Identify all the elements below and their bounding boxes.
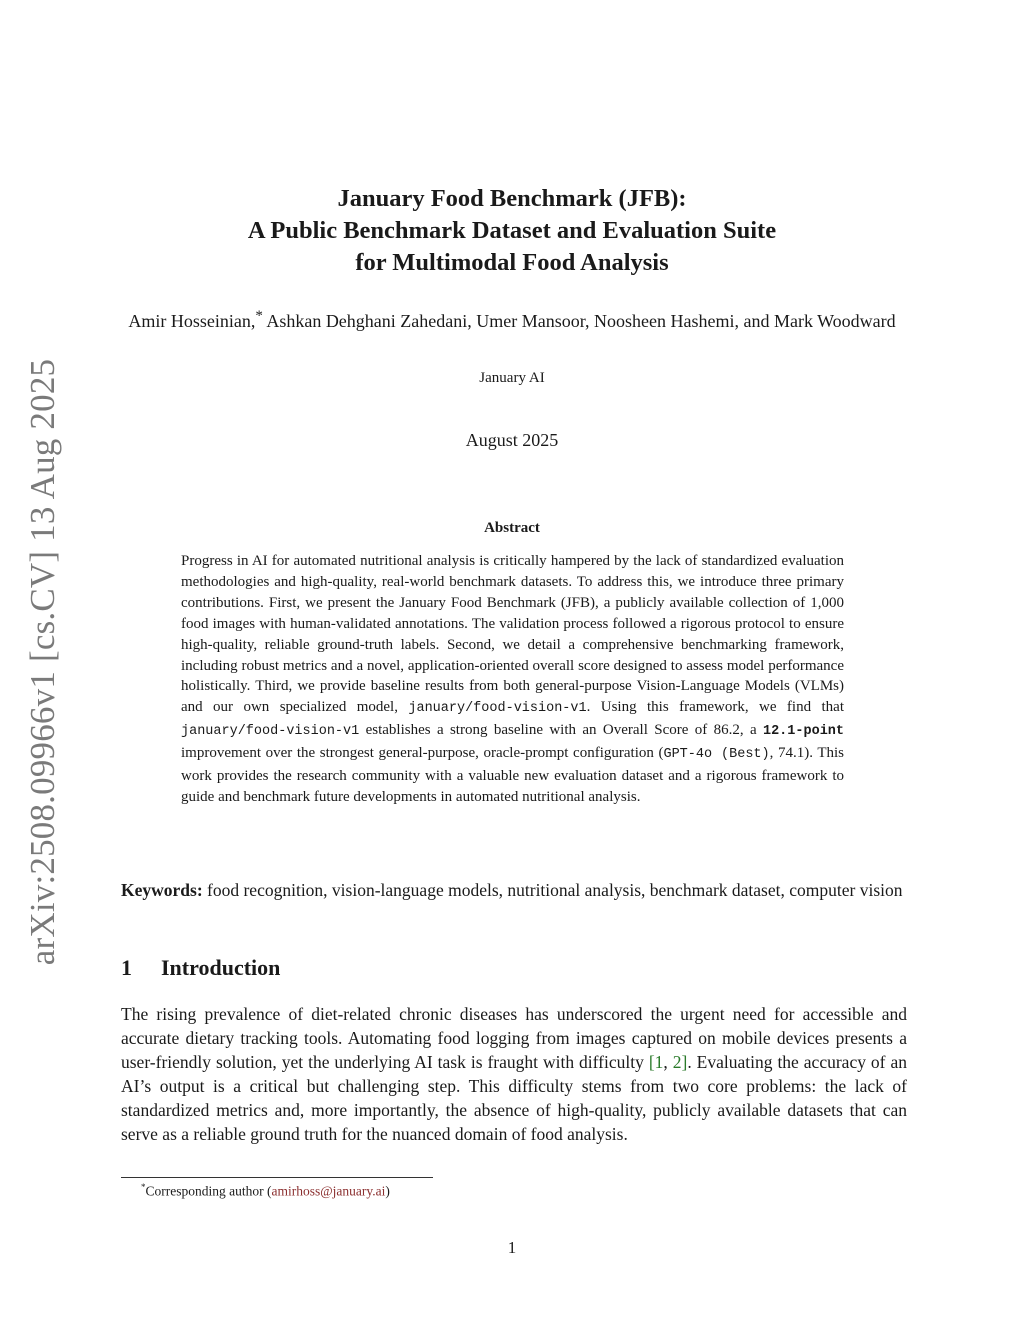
title-line-1: January Food Benchmark (JFB):: [337, 185, 687, 212]
citation-link-2[interactable]: 2: [672, 1052, 682, 1072]
section-number: 1: [121, 955, 132, 980]
footnote-mark: *: [141, 1182, 146, 1192]
publication-date: August 2025: [465, 430, 559, 450]
affiliation: January AI: [479, 370, 545, 386]
abstract-heading: Abstract: [484, 520, 540, 536]
footnote-close: ): [385, 1183, 390, 1199]
baseline-model-name: GPT-4o (Best): [663, 747, 770, 763]
intro-part-2: . Evaluating the accuracy of an AI’s output is a critical but challenging step. This difficulty stems from two core problems: the lack of standardized metrics and, more importantly, the absence of high-quality, publicly available datasets that can serve as a reliable ground truth for the nuanced domain of food analysis.: [121, 1052, 907, 1144]
improvement-highlight: 12.1-point: [762, 724, 844, 740]
model-name-1: january/food-vision-v1: [408, 701, 587, 717]
model-name-2: january/food-vision-v1: [181, 724, 360, 740]
footnote-text: Corresponding author (: [145, 1183, 272, 1199]
citation-separator: ,: [663, 1052, 673, 1072]
page-number: 1: [507, 1238, 517, 1257]
title-line-3: for Multimodal Food Analysis: [355, 249, 669, 276]
abstract-part-1: Progress in AI for automated nutritional analysis is critically hampered by the lack of standardized evaluation methodologies and high-quality, real-world benchmark datasets. To address this, we introduce three primary contributions. First, we present the January Food Benchmark (JFB), a publicly available collection of 1,000 food images with human-validated annotations. The validation process followed a rigorous protocol to ensure high-quality, reliable ground-truth labels. Second, we detail a comprehensive benchmarking framework, including robust metrics and a novel, application-oriented overall score designed to assess model performance holistically. Third, we provide baseline results from both general-purpose Vision-Language Models (VLMs) and our own specialized model,: [181, 553, 844, 716]
other-authors: Ashkan Dehghani Zahedani, Umer Mansoor, Noosheen Hashemi, and Mark Woodward: [262, 311, 896, 331]
abstract-part-3: establishes a strong baseline with an Overall Score of 86.2, a: [359, 722, 763, 739]
section-heading-introduction: [121, 955, 280, 981]
section-title: Introduction: [161, 955, 281, 980]
footnote-rule: [121, 1177, 433, 1178]
corresponding-author-mark[interactable]: *: [255, 308, 263, 324]
paper-title: [0, 183, 1024, 279]
abstract-part-4: improvement over the strongest general-purpose, oracle-prompt configuration (: [181, 745, 664, 762]
title-line-2: A Public Benchmark Dataset and Evaluation Suite: [247, 217, 777, 244]
citation-bracket-open: [: [648, 1052, 655, 1072]
intro-part-1: The rising prevalence of diet-related chronic diseases has underscored the urgent need for accessible and accurate dietary tracking tools. Automating food logging from images captured on mobile devices presents a user-friendly solution, yet the underlying AI task is fraught with difficulty: [121, 1004, 907, 1072]
keywords-list: food recognition, vision-language models, nutritional analysis, benchmark dataset, computer vision: [202, 880, 903, 900]
abstract-part-2: . Using this framework, we find that: [586, 699, 844, 716]
keywords-label: Keywords:: [121, 880, 203, 900]
citation-link-1[interactable]: 1: [654, 1052, 664, 1072]
abstract-part-5: , 74.1). This work provides the research community with a valuable new evaluation dataset and a rigorous framework to guide and benchmark future developments in automated nutritional analysis.: [181, 745, 844, 805]
first-author: Amir Hosseinian,: [128, 311, 256, 331]
author-list: [117, 304, 907, 333]
abstract-text: [181, 551, 844, 808]
keywords: [121, 878, 907, 902]
arxiv-identifier-stamp: arXiv:2508.09966v1 [cs.CV] 13 Aug 2025: [23, 358, 62, 966]
footnote: [141, 1182, 390, 1200]
citation-bracket-close: ]: [681, 1052, 688, 1072]
email-link[interactable]: amirhoss@january.ai: [271, 1183, 386, 1199]
introduction-paragraph: [121, 1002, 907, 1146]
